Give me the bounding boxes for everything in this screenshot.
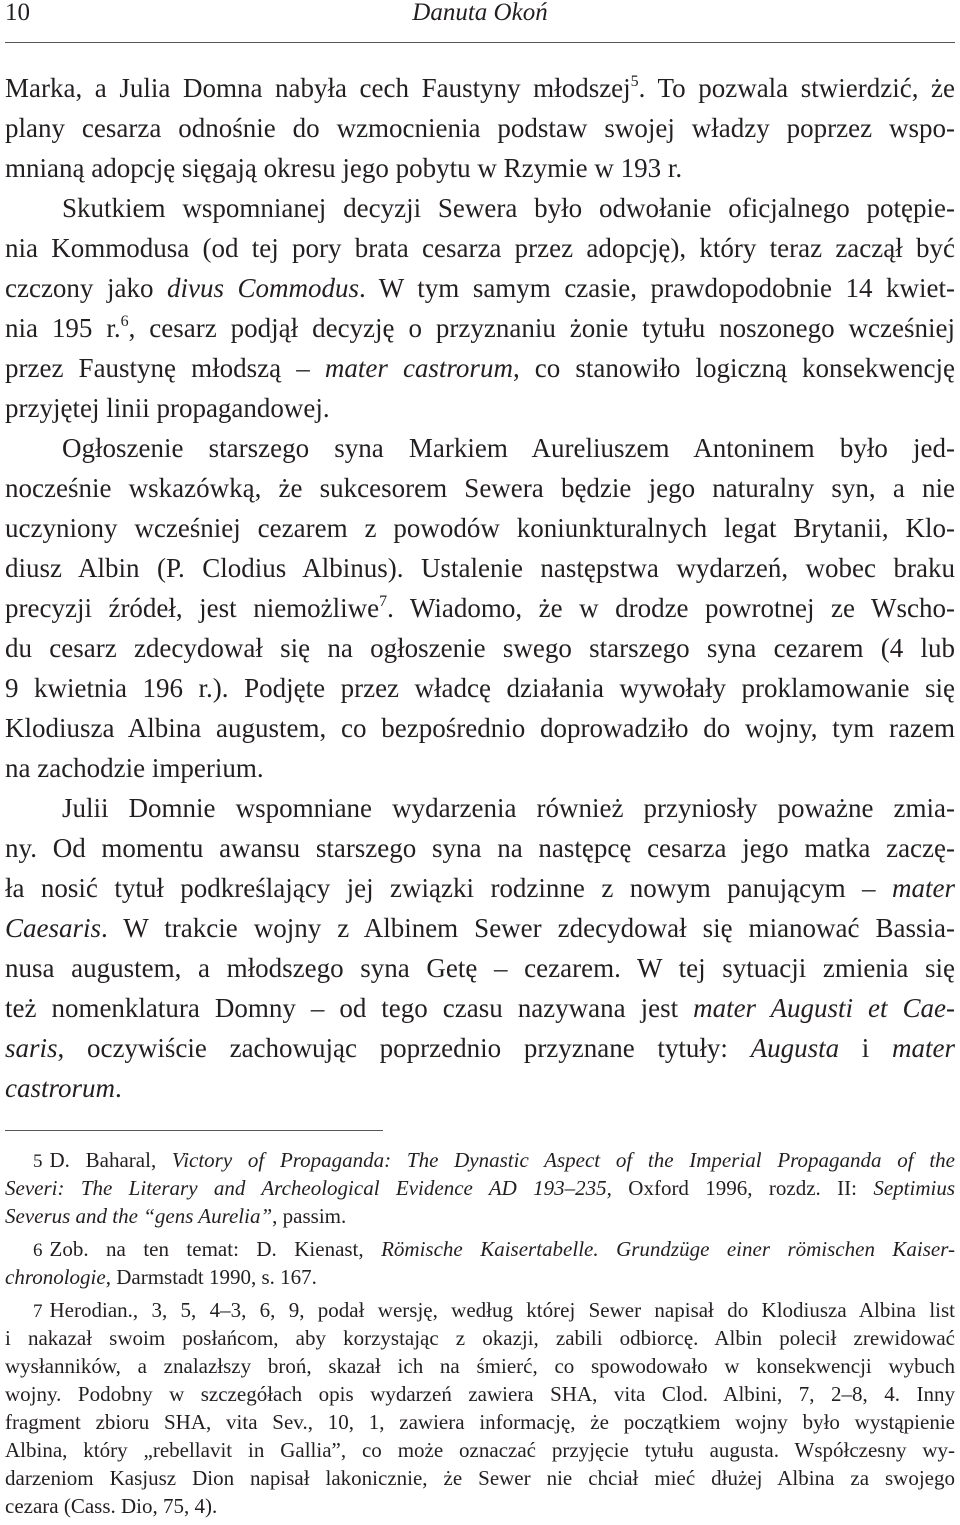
text-run: , passim. [272, 1204, 347, 1228]
text-run: Klodiusza Albina augustem, co bezpośrednio doprowadziło do wojny, tym razem [5, 713, 955, 743]
text-run: Herodian., 3, 5, 4–3, 6, 9, podał wersję, według której Sewer napisał do Klodiusza Albina list [49, 1298, 955, 1322]
italic-run: mater Augusti et Cae- [693, 993, 955, 1023]
running-title: Danuta Okoń [412, 0, 548, 26]
italic-run: Severi: The Literary and Archeological Evidence AD 193–235 [5, 1176, 607, 1200]
italic-run: Römische Kaisertabelle. Grundzüge einer römischen Kaiser- [381, 1237, 955, 1261]
text-run: wysłanników, a znalazłszy broń, skazał ich na śmierć, co spowodowało w konsekwencji wybuch [5, 1354, 955, 1378]
text-run: precyzji źródeł, jest niemożliwe [5, 593, 380, 623]
text-run: D. Baharal, [49, 1148, 172, 1172]
text-line [5, 988, 955, 1028]
italic-run: Severus and the “gens Aurelia” [5, 1204, 273, 1228]
text-run: fragment zbioru SHA, vita Sev., 10, 1, zawiera informację, że początkiem wojny było wystąpienie [5, 1410, 955, 1434]
italic-run: chronologie [5, 1265, 106, 1289]
text-run: , oczywiście zachowując poprzednio przyznane tytuły: [57, 1033, 751, 1063]
text-run: diusz Albin (P. Clodius Albinus). Ustalenie następstwa wydarzeń, wobec braku [5, 553, 955, 583]
italic-run: mater [891, 1033, 955, 1063]
text-run: plany cesarza odnośnie do wzmocnienia podstaw swojej władzy poprzez wspo- [5, 113, 955, 143]
running-header [5, 0, 955, 28]
text-run: darzeniom Kasjusz Dion napisał lakonicznie, że Sewer nie chciał mieć dłużej Albina za swojego [5, 1466, 955, 1490]
text-run: Marka, a Julia Domna nabyła cech Faustyny młodszej [5, 73, 631, 103]
text-line [5, 428, 955, 468]
paragraph [5, 428, 955, 788]
footnote-line [5, 1464, 955, 1492]
header-rule [5, 42, 955, 43]
text-line [5, 508, 955, 548]
text-line [5, 308, 955, 348]
italic-run: mater castrorum [324, 353, 513, 383]
text-run: też nomenklatura Domny – od tego czasu nazywana jest [5, 993, 694, 1023]
italic-run: Victory of Propaganda: The Dynastic Aspect of the Imperial Propaganda of the [171, 1148, 955, 1172]
text-line [5, 908, 955, 948]
text-run: ła nosić tytuł podkreślający jej związki rodzinne z nowym panującym – [5, 873, 892, 903]
footnote-line [5, 1324, 955, 1352]
text-line [5, 1028, 955, 1068]
paragraph [5, 188, 955, 428]
text-run: du cesarz zdecydował się na ogłoszenie swego starszego syna cezarem (4 lub [5, 633, 955, 663]
footnote-line [5, 1380, 955, 1408]
footnote-reference: 5 [630, 73, 639, 90]
footnote-reference: 7 [379, 593, 388, 610]
text-line [5, 268, 955, 308]
text-line [5, 668, 955, 708]
italic-run: castrorum [5, 1073, 116, 1103]
footnote-line [5, 1296, 955, 1324]
text-line [5, 348, 955, 388]
italic-run: Caesaris [5, 913, 102, 943]
footnote-number: 6 [33, 1240, 43, 1261]
text-run: i nakazał swoim posłańcom, aby korzystając z okazji, zabili odbiorcę. Albin polecił zrewidować [5, 1326, 955, 1350]
text-line [5, 228, 955, 268]
text-run: uczyniony wcześniej cezarem z powodów koniunkturalnych legat Brytanii, Klo- [5, 513, 955, 543]
text-line [5, 628, 955, 668]
text-line [5, 68, 955, 108]
text-run: , Darmstadt 1990, s. 167. [105, 1265, 317, 1289]
text-line [5, 388, 955, 428]
text-run: przyjętej linii propagandowej. [5, 393, 330, 423]
text-run: nocześnie wskazówką, że sukcesorem Sewera będzie jego naturalny syn, a nie [5, 473, 955, 503]
italic-run: Augusta [750, 1033, 840, 1063]
text-run: Ogłoszenie starszego syna Markiem Aureliuszem Antoninem było jed- [62, 433, 955, 463]
italic-run: mater [892, 873, 955, 903]
text-run: Julii Domnie wspomniane wydarzenia również przyniosły poważne zmia- [62, 793, 955, 823]
text-line [5, 868, 955, 908]
text-line [5, 828, 955, 868]
text-run: , co stanowiło logiczną konsekwencję [512, 353, 955, 383]
footnotes [5, 1146, 955, 1520]
footnote-line [5, 1146, 955, 1174]
text-run: wojny. Podobny w szczegółach opis wydarzeń zawiera SHA, vita Clod. Albini, 7, 2–8, 4. Inny [5, 1382, 955, 1406]
text-line [5, 708, 955, 748]
footnote-number: 7 [33, 1301, 43, 1322]
footnote-number: 5 [33, 1151, 43, 1172]
text-run: na zachodzie imperium. [5, 753, 264, 783]
footnote-line [5, 1263, 955, 1291]
italic-run: saris [5, 1033, 58, 1063]
footnote-reference: 6 [120, 313, 129, 330]
text-run: . W tym samym czasie, prawdopodobnie 14 kwiet- [359, 273, 955, 303]
text-run: . [115, 1073, 122, 1103]
text-line [5, 188, 955, 228]
text-line [5, 548, 955, 588]
text-line [5, 748, 955, 788]
body-text [5, 68, 955, 1108]
italic-run: Septimius [873, 1176, 955, 1200]
page-number: 10 [5, 0, 30, 26]
paragraph [5, 68, 955, 188]
footnote [5, 1296, 955, 1520]
footnote-line [5, 1174, 955, 1202]
text-run: nia 195 r. [5, 313, 121, 343]
footnote-separator [5, 1130, 383, 1131]
text-line [5, 468, 955, 508]
text-line [5, 788, 955, 828]
text-run: . Wiadomo, że w drodze powrotnej ze Wscho- [387, 593, 955, 623]
footnote-line [5, 1202, 955, 1230]
text-run: , cesarz podjął decyzję o przyznaniu żonie tytułu noszonego wcześniej [128, 313, 955, 343]
text-line [5, 108, 955, 148]
text-line [5, 1068, 955, 1108]
text-run: Albina, który „rebellavit in Gallia”, co może oznaczać przyjęcie tytułu augusta. Współczesny wy- [5, 1438, 955, 1462]
italic-run: divus Commodus [166, 273, 359, 303]
text-run: przez Faustynę młodszą – [5, 353, 325, 383]
footnote-line [5, 1352, 955, 1380]
text-run: . W trakcie wojny z Albinem Sewer zdecydował się mianować Bassia- [101, 913, 955, 943]
footnote-line [5, 1235, 955, 1263]
text-line [5, 148, 955, 188]
footnote [5, 1235, 955, 1291]
text-run: nia Kommodusa (od tej pory brata cesarza przez adopcję), który teraz zaczął być [5, 233, 955, 263]
text-run: Skutkiem wspomnianej decyzji Sewera było odwołanie oficjalnego potępie- [62, 193, 955, 223]
text-run: i [839, 1033, 892, 1063]
text-run: ny. Od momentu awansu starszego syna na następcę cesarza jego matka zaczę- [5, 833, 955, 863]
text-run: nusa augustem, a młodszego syna Getę – cezarem. W tej sytuacji zmienia się [5, 953, 955, 983]
text-run: , Oxford 1996, rozdz. II: [606, 1176, 874, 1200]
text-run: cezara (Cass. Dio, 75, 4). [5, 1494, 218, 1518]
text-run: czczony jako [5, 273, 167, 303]
text-run: mnianą adopcję sięgają okresu jego pobytu w Rzymie w 193 r. [5, 153, 683, 183]
footnote [5, 1146, 955, 1230]
footnote-line [5, 1408, 955, 1436]
text-line [5, 588, 955, 628]
paragraph [5, 788, 955, 1108]
footnote-line [5, 1436, 955, 1464]
text-run: Zob. na ten temat: D. Kienast, [49, 1237, 382, 1261]
text-run: . To pozwala stwierdzić, że [638, 73, 955, 103]
footnote-line [5, 1492, 955, 1520]
text-run: 9 kwietnia 196 r.). Podjęte przez władcę działania wywołały proklamowanie się [5, 673, 955, 703]
text-line [5, 948, 955, 988]
